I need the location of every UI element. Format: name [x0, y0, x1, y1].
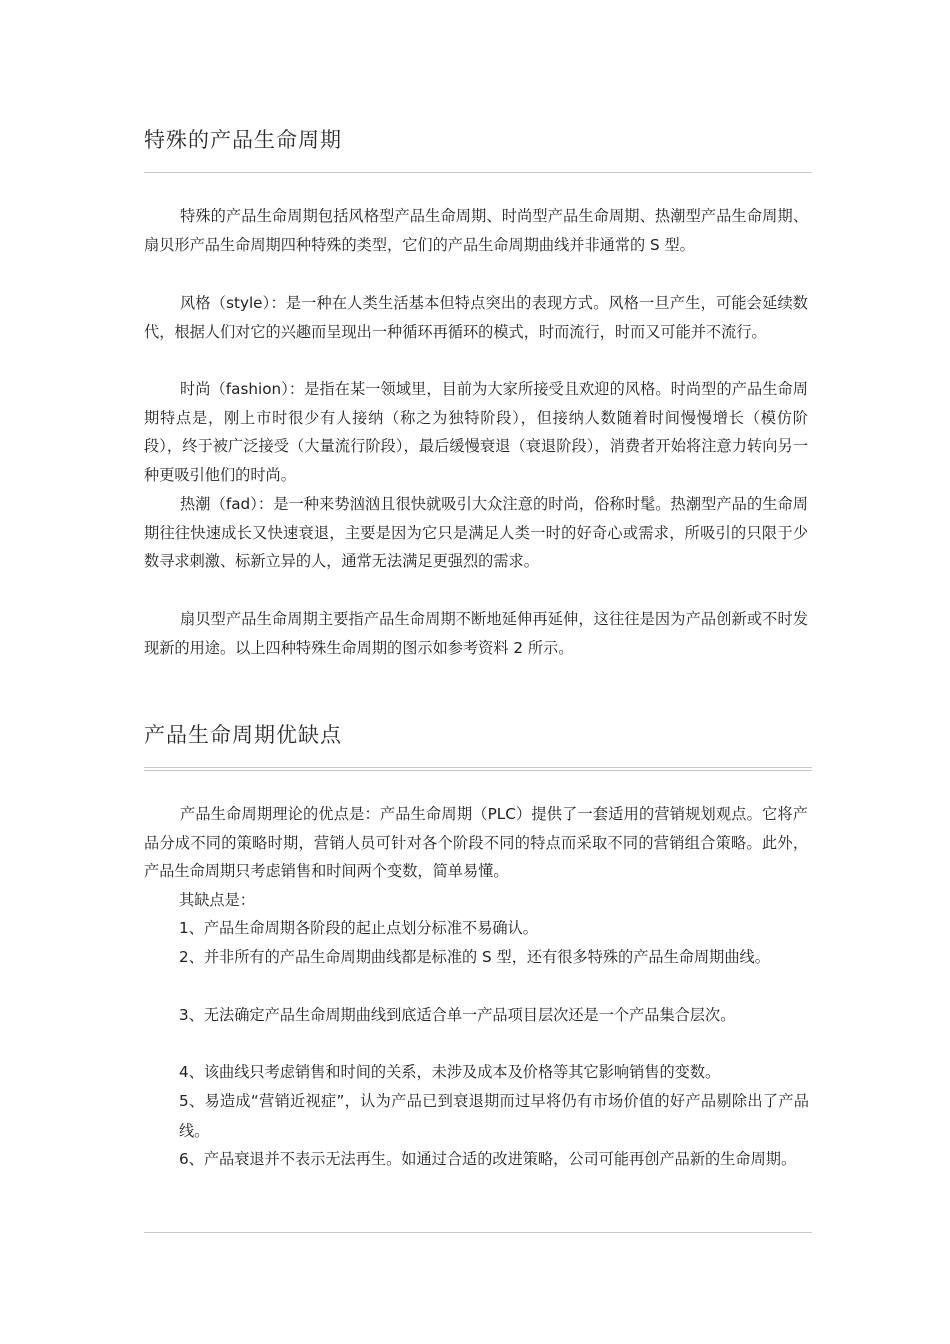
paragraph-advantages: 产品生命周期理论的优点是：产品生命周期（PLC）提供了一套适用的营销规划观点。它将产品分成不同的策略时期，营销人员可针对各个阶段不同的特点而采取不同的营销组合策略。此外，产品生命周期只考虑销售和时间两个变数，简单易懂。 [144, 805, 808, 881]
section-divider [144, 172, 812, 173]
list-item: 3、无法确定产品生命周期曲线到底适合单一产品项目层次还是一个产品集合层次。 [179, 1006, 736, 1024]
list-item: 6、产品衰退并不表示无法再生。如通过合适的改进策略，公司可能再创产品新的生命周期。 [179, 1150, 797, 1168]
paragraph-disadvantages-lead: 其缺点是： [179, 891, 255, 909]
section-divider [144, 767, 812, 771]
paragraph-style: 风格（style）：是一种在人类生活基本但特点突出的表现方式。风格一旦产生，可能会延续数代，根据人们对它的兴趣而呈现出一种循环再循环的模式，时而流行，时而又可能并不流行。 [144, 294, 808, 341]
paragraph-intro: 特殊的产品生命周期包括风格型产品生命周期、时尚型产品生命周期、热潮型产品生命周期、扇贝形产品生命周期四种特殊的类型，它们的产品生命周期曲线并非通常的 S 型。 [144, 207, 808, 254]
list-item: 5、易造成“营销近视症”，认为产品已到衰退期而过早将仍有市场价值的好产品剔除出了产品线。 [179, 1092, 809, 1140]
list-item: 2、并非所有的产品生命周期曲线都是标准的 S 型，还有很多特殊的产品生命周期曲线。 [179, 948, 770, 966]
paragraph-scallop: 扇贝型产品生命周期主要指产品生命周期不断地延伸再延伸，这往往是因为产品创新或不时发现新的用途。以上四种特殊生命周期的图示如参考资料 2 所示。 [144, 610, 808, 657]
paragraph-fashion: 时尚（fashion）：是指在某一领域里，目前为大家所接受且欢迎的风格。时尚型的产品生命周期特点是，刚上市时很少有人接纳（称之为独特阶段），但接纳人数随着时间慢慢增长（模仿阶段），终于被广泛接受（大量流行阶段），最后缓慢衰退（衰退阶段），消费者开始将注意力转向另一种更吸引他们的时尚。 [144, 380, 808, 485]
section-title-plc-pros-cons: 产品生命周期优缺点 [144, 723, 342, 747]
page-footer-divider [144, 1232, 812, 1233]
list-item: 1、产品生命周期各阶段的起止点划分标准不易确认。 [179, 919, 538, 937]
section-title-special-plc: 特殊的产品生命周期 [144, 128, 342, 152]
list-item: 4、该曲线只考虑销售和时间的关系，未涉及成本及价格等其它影响销售的变数。 [179, 1063, 721, 1081]
paragraph-fad: 热潮（fad）：是一种来势汹汹且很快就吸引大众注意的时尚，俗称时髦。热潮型产品的生命周期往往快速成长又快速衰退，主要是因为它只是满足人类一时的好奇心或需求，所吸引的只限于少数寻求刺激、标新立异的人，通常无法满足更强烈的需求。 [144, 495, 808, 571]
